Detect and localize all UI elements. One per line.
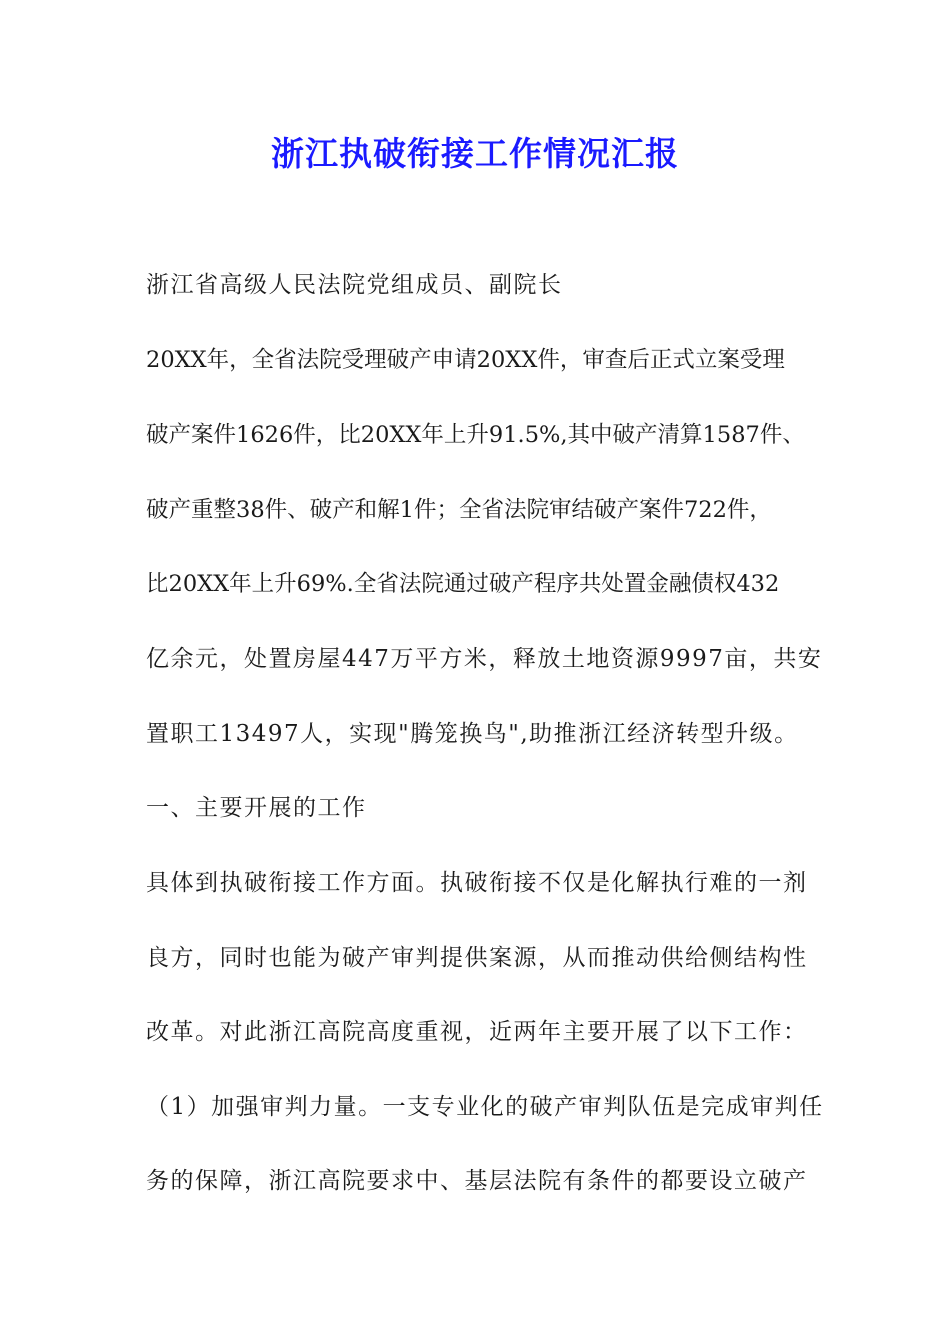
paragraph-line: 破产案件1626件，比20XX年上升91.5%,其中破产清算1587件、 <box>146 422 805 448</box>
document-title: 浙江执破衔接工作情况汇报 <box>271 134 679 173</box>
paragraph-line: 20XX年，全省法院受理破产申请20XX件，审查后正式立案受理 <box>146 347 785 373</box>
paragraph-line: 良方，同时也能为破产审判提供案源，从而推动供给侧结构性 <box>146 945 808 971</box>
paragraph-line: 比20XX年上升69%.全省法院通过破产程序共处置金融债权432 <box>146 571 780 597</box>
paragraph-line: 务的保障，浙江高院要求中、基层法院有条件的都要设立破产 <box>146 1168 808 1194</box>
paragraph-line: 置职工13497人，实现"腾笼换鸟",助推浙江经济转型升级。 <box>146 721 799 747</box>
paragraph-line: 破产重整38件、破产和解1件；全省法院审结破产案件722件， <box>146 497 772 523</box>
section-heading: 一、主要开展的工作 <box>146 795 367 821</box>
author-line: 浙江省高级人民法院党组成员、副院长 <box>146 272 563 298</box>
paragraph-line: 具体到执破衔接工作方面。执破衔接不仅是化解执行难的一剂 <box>146 870 808 896</box>
paragraph-line: 亿余元，处置房屋447万平方米，释放土地资源9997亩，共安 <box>146 646 823 672</box>
paragraph-line: （1）加强审判力量。一支专业化的破产审判队伍是完成审判任 <box>146 1094 824 1120</box>
paragraph-line: 改革。对此浙江高院高度重视，近两年主要开展了以下工作： <box>146 1019 808 1045</box>
